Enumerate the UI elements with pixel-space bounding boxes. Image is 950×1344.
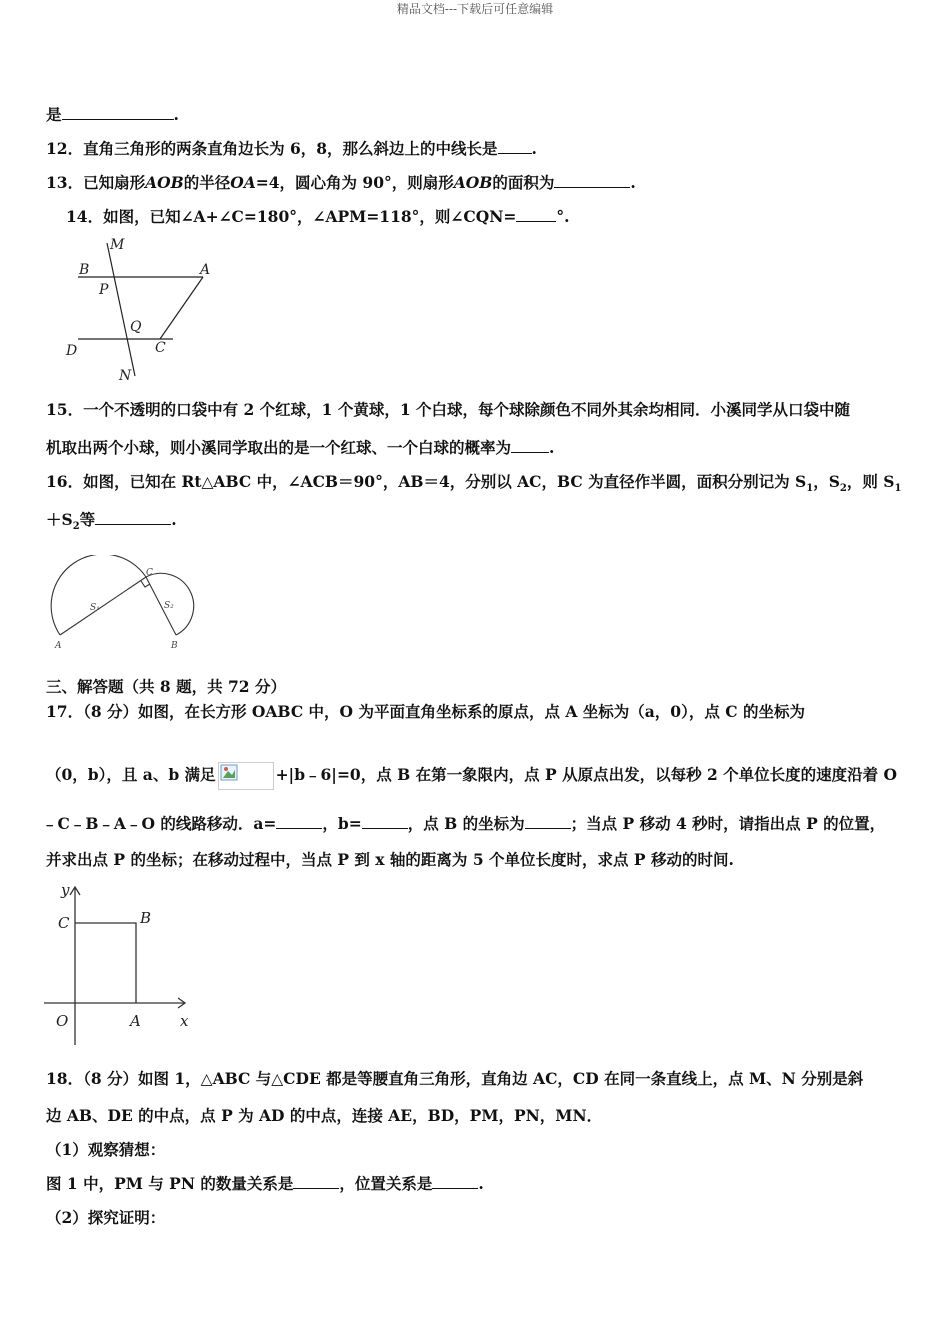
q16-sub: 2 — [839, 483, 847, 495]
q15-text: 机取出两个小球，则小溪同学取出的是一个红球、一个白球的概率为 — [46, 438, 512, 457]
q18-line-1: 18．（8 分）如图 1，△ABC 与△CDE 都是等腰直角三角形，直角边 AC，CD 在同一条直线上，点 M、N 分别是斜 — [46, 1069, 864, 1088]
label-c: C — [58, 914, 70, 932]
q13-aob: AOB — [145, 173, 184, 192]
q17-text-f: ；当点 P 移动 4 秒时，请指出点 P 的位置， — [570, 814, 886, 833]
q13-aob-2: AOB — [453, 173, 493, 192]
q12-suffix: . — [531, 139, 537, 158]
broken-image-icon — [220, 764, 240, 782]
q13-text-1: 13．已知扇形 — [46, 173, 146, 192]
semicircle-ac — [51, 555, 146, 635]
transversal-mn — [107, 243, 135, 376]
q17-text-a: （0，b），且 a、b 满足 — [46, 765, 216, 784]
q16-suffix: . — [171, 510, 177, 529]
q16-text-b: ，S — [813, 472, 840, 491]
label-b: B — [171, 641, 178, 651]
answer-blank — [62, 105, 174, 120]
figure-16-semicircles — [46, 555, 206, 655]
q16-sub: 1 — [806, 483, 814, 495]
q11-suffix: . — [173, 105, 179, 124]
label-s1: S₁ — [90, 603, 100, 613]
figure-14-parallel-lines — [60, 234, 230, 384]
q13-text-2: 的半径 — [183, 173, 231, 192]
q18-fig1-line — [46, 1172, 484, 1194]
answer-blank — [432, 1174, 478, 1189]
q13-text-4: 的面积为 — [492, 173, 555, 192]
question-13 — [46, 171, 636, 193]
side-ac — [60, 577, 146, 635]
formula-image-icon — [218, 762, 274, 790]
q18-sub-1: （1）观察猜想： — [46, 1140, 166, 1159]
q17-text-b: +|b﹣6|=0，点 B 在第一象限内，点 P 从原点出发，以每秒 2 个单位长度的速度沿着 O — [275, 765, 898, 784]
q17-line-2 — [46, 762, 897, 790]
label-y: y — [61, 881, 70, 899]
q18-text-b: ，位置关系是 — [339, 1174, 433, 1193]
q18-sub-2: （2）探究证明： — [46, 1208, 166, 1227]
q16-line-1 — [46, 470, 901, 494]
q17-line-4: 并求出点 P 的坐标；在移动过程中，当点 P 到 x 轴的距离为 5 个单位长度时，求点 P 移动的时间. — [46, 850, 734, 869]
q14-text: 14．如图，已知∠A+∠C=180°，∠APM=118°，则∠CQN= — [66, 207, 517, 226]
answer-blank — [95, 510, 171, 525]
q15-suffix: . — [549, 438, 555, 457]
q16-text-e: 等 — [79, 510, 96, 529]
q11-prefix: 是 — [46, 105, 62, 124]
label-m: M — [110, 237, 125, 253]
q16-line-2 — [46, 508, 177, 532]
label-q: Q — [130, 319, 142, 335]
section-title: 三、解答题（共 8 题，共 72 分） — [46, 677, 286, 696]
q16-sub: 1 — [894, 483, 902, 495]
q16-text-c: ，则 S — [846, 472, 895, 491]
q18-suffix: . — [478, 1174, 484, 1193]
q12-text: 12．直角三角形的两条直角边长为 6，8，那么斜边上的中线长是 — [46, 139, 498, 158]
q17-text-e: ，点 B 的坐标为 — [407, 814, 525, 833]
q18-text-a: 图 1 中，PM 与 PN 的数量关系是 — [46, 1174, 294, 1193]
label-b: B — [140, 909, 152, 927]
answer-blank — [362, 814, 408, 829]
answer-blank — [498, 139, 532, 154]
answer-blank — [276, 814, 322, 829]
question-14 — [66, 205, 570, 227]
answer-blank — [525, 814, 571, 829]
q17-line-1: 17．（8 分）如图，在长方形 OABC 中，O 为平面直角坐标系的原点，点 A 坐标为（a，0），点 C 的坐标为 — [46, 702, 805, 721]
label-d: D — [66, 343, 78, 359]
label-b: B — [79, 262, 90, 278]
q13-suffix: . — [630, 173, 636, 192]
q18-line-2: 边 AB、DE 的中点，点 P 为 AD 的中点，连接 AE，BD，PM，PN，MN． — [46, 1106, 603, 1125]
rectangle-oabc — [75, 923, 136, 1003]
label-s2: S₂ — [164, 601, 174, 611]
label-n: N — [119, 368, 132, 384]
answer-blank — [516, 207, 556, 222]
label-c: C — [155, 340, 166, 356]
page-header: 精品文档---下载后可任意编辑 — [396, 2, 554, 16]
q17-line-3 — [42, 812, 885, 834]
label-x: x — [180, 1012, 189, 1030]
q15-line-2 — [46, 436, 554, 458]
q14-suffix: °. — [556, 207, 570, 226]
line-ac — [160, 277, 203, 339]
question-12 — [46, 137, 537, 159]
label-a: A — [55, 641, 62, 651]
q16-sub: 2 — [72, 521, 80, 533]
label-o: O — [56, 1012, 69, 1030]
label-a: A — [200, 262, 211, 278]
label-a: A — [130, 1012, 141, 1030]
label-c: C — [146, 568, 153, 578]
answer-blank — [554, 173, 630, 188]
q17-text-c: ﹣C﹣B﹣A﹣O 的线路移动．a= — [42, 814, 277, 833]
q13-oa: OA — [230, 173, 256, 192]
q13-text-3: =4，圆心角为 90°，则扇形 — [255, 173, 454, 192]
q16-text-d: ＋S — [46, 510, 73, 529]
q11-tail — [46, 103, 179, 125]
q16-text-a: 16．如图，已知在 Rt△ABC 中，∠ACB＝90°，AB＝4，分别以 AC，BC 为直径作半圆，面积分别记为 S — [46, 472, 807, 491]
answer-blank — [511, 438, 549, 453]
q15-line-1: 15．一个不透明的口袋中有 2 个红球，1 个黄球，1 个白球，每个球除颜色不同外其余均相同．小溪同学从口袋中随 — [46, 400, 851, 419]
figure-17-coordinate-rectangle — [44, 880, 204, 1050]
q17-text-d: ，b= — [322, 814, 362, 833]
label-p: P — [99, 282, 109, 298]
answer-blank — [293, 1174, 339, 1189]
